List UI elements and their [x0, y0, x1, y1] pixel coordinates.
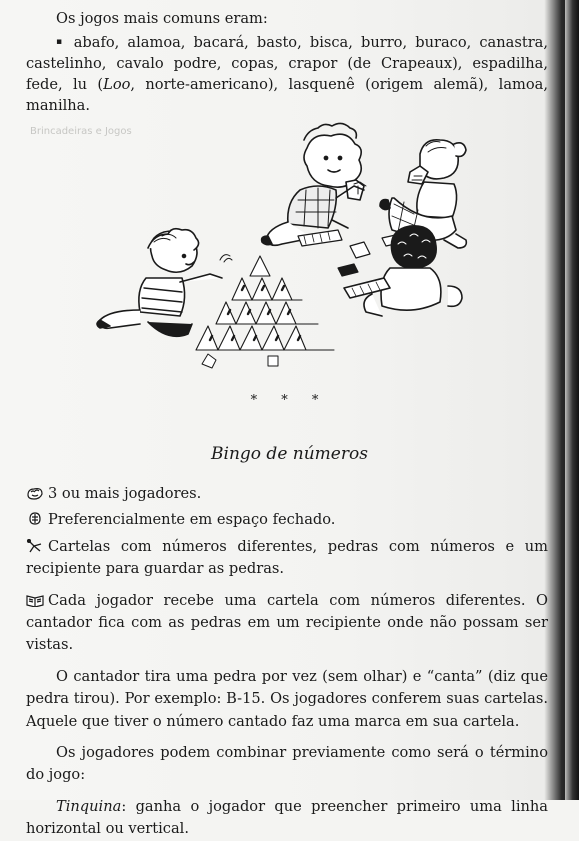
materials-line [26, 536, 548, 581]
show-through-text: Brincadeiras e Jogos [30, 126, 132, 137]
games-list-italic: Loo [103, 76, 131, 93]
games-list [26, 32, 548, 116]
players-line [26, 483, 548, 505]
bingo-instructions [26, 483, 548, 841]
tinquina-paragraph [26, 796, 548, 841]
games-intro: Os jogos mais comuns eram: [56, 10, 268, 27]
materials-text: Cartelas com números diferentes, pedras com números e um recipiente para guardar as pedras. [26, 537, 548, 578]
section-title: Bingo de números [211, 444, 368, 464]
rules-line [26, 590, 548, 657]
games-list-text-1: abafo, alamoa, bacará, basto, bisca, burro, buraco, canastra, castelinho, cavalo podre, copas, crapor (de Crapeaux), espadilha, fede, lu ( [26, 34, 549, 93]
boy-building-card-castle-figure [97, 229, 232, 337]
tinquina-term: Tinquina [56, 797, 122, 815]
players-text: 3 ou mais jogadores. [48, 485, 202, 502]
children-playing-cards-illustration [92, 118, 482, 380]
card-castle [196, 256, 334, 368]
games-list-text-2: , norte-americano), lasquenê (origem alemã), lamoa, manilha. [26, 76, 548, 114]
boy-checked-shirt-figure [262, 123, 366, 245]
ending-paragraph: Os jogadores podem combinar previamente como será o término do jogo: [26, 744, 548, 784]
tinquina-text: : ganha o jogador que preencher primeiro uma linha horizontal ou vertical. [26, 797, 548, 838]
section-divider-stars: * * * [250, 393, 329, 408]
players-icon [26, 486, 44, 500]
materials-icon [26, 539, 44, 553]
space-line [26, 509, 548, 531]
how-to-play-icon [26, 593, 44, 607]
indoor-space-icon [26, 512, 44, 526]
rules-text: Cada jogador recebe uma cartela com números diferentes. O cantador fica com as pedras em um recipiente onde não possam ser vistas. [26, 591, 548, 654]
top-text [26, 8, 548, 116]
caller-paragraph: O cantador tira uma pedra por vez (sem olhar) e “canta” (diz que pedra tirou). Por exemplo: B-15. Os jogadores conferem suas cartelas. Aquele que tiver o número cantado faz uma marca em sua cartela. [26, 667, 548, 730]
bullet-icon: ▪ [56, 37, 66, 47]
space-text: Preferencialmente em espaço fechado. [48, 511, 336, 529]
